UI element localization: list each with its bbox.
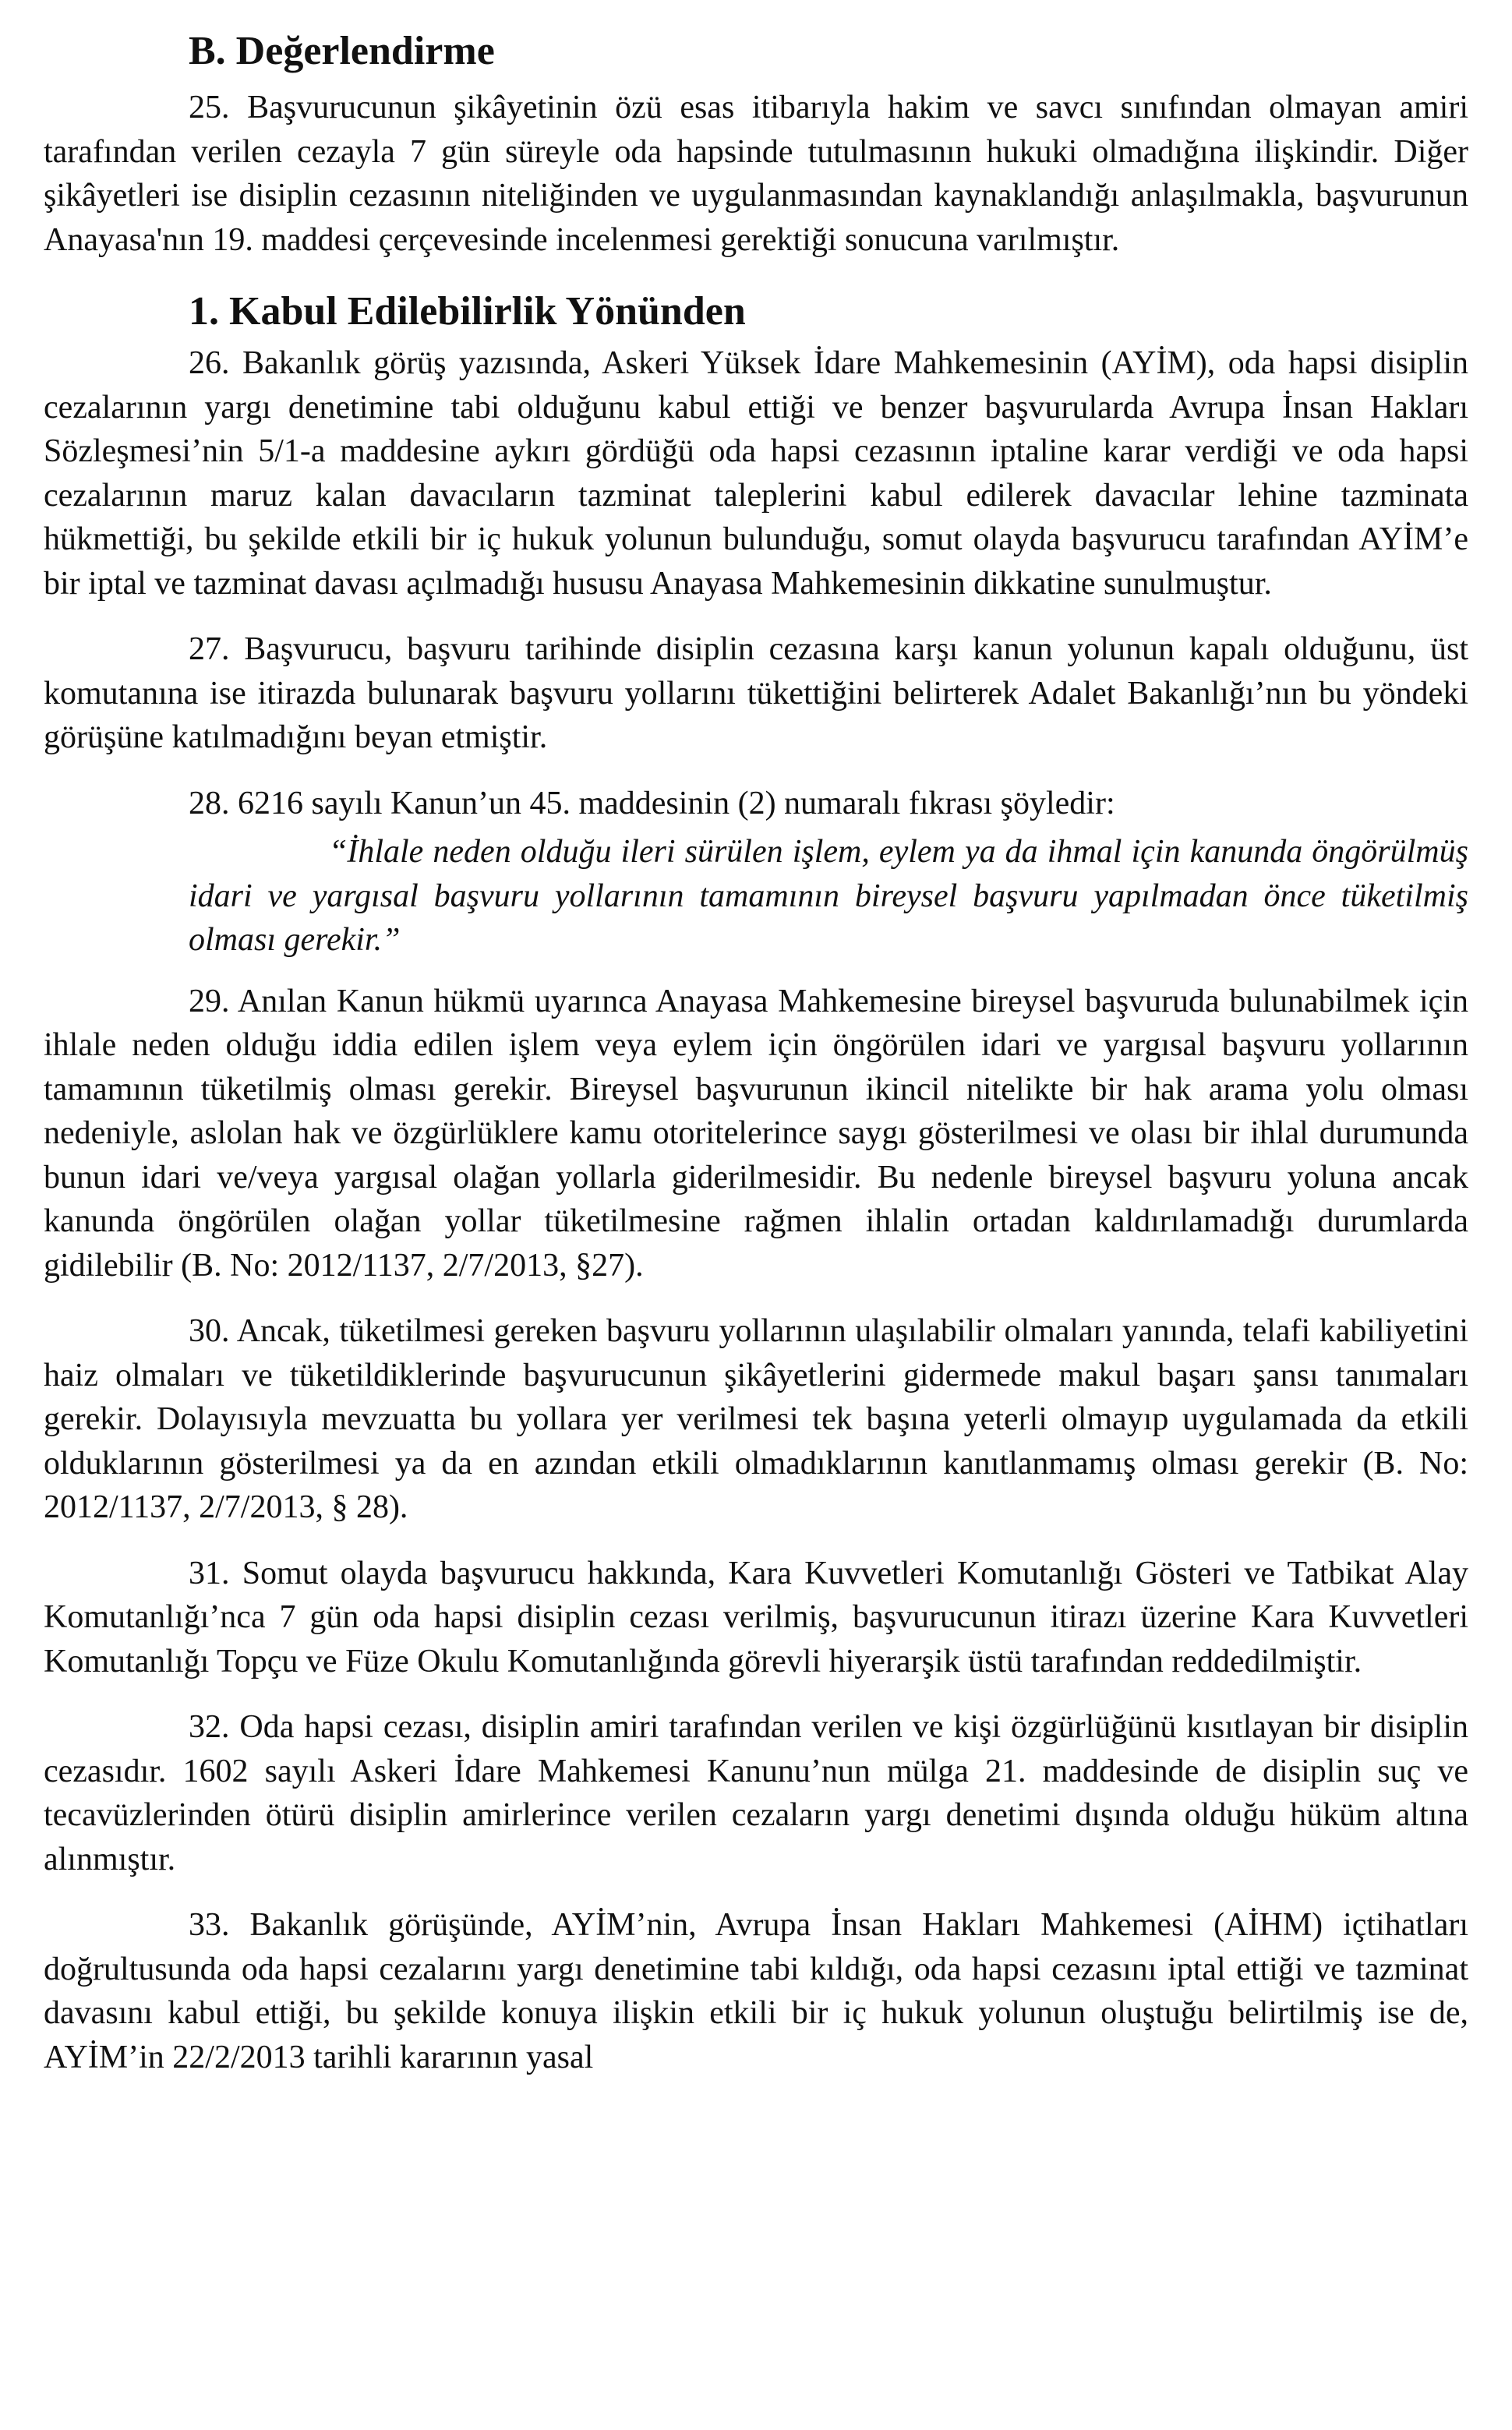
paragraph-30 — [44, 1309, 1468, 1530]
document-page — [44, 23, 1468, 2101]
paragraph-text: Anılan Kanun hükmü uyarınca Anayasa Mahkemesine bireysel başvuruda bulunabilmek için ihlale neden olduğu iddia edilen işlem veya eylem için öngörülen idari ve yargısal başvuru yollarının tamamının tüketilmiş olması gerekir. Bireysel başvurunun ikincil nitelikte bir hak arama yolu olması nedeniyle, aslolan hak ve özgürlüklere kamu otoritelerince saygı gösterilmesi ve olası bir ihlal durumunda bunun idari ve/veya yargısal olağan yollarla giderilmesidir. Bu nedenle bireysel başvuru yoluna ancak kanunda öngörülen olağan yollar tüketilmesine rağmen ihlalin ortadan kaldırılamadığı durumlarda gidilebilir (B. No: 2012/1137, 2/7/2013, §27). — [44, 983, 1468, 1284]
law-quote: “İhlale neden olduğu ileri sürülen işlem, eylem ya da ihmal için kanunda öngörülmüş idari ve yargısal başvuru yollarının tamamının bireysel başvuru yapılmadan önce tüketilmiş olması gerekir.” — [189, 834, 1468, 958]
paragraph-number: 31. — [189, 1555, 230, 1591]
paragraph-number: 33. — [189, 1907, 230, 1943]
paragraph-number: 32. — [189, 1709, 230, 1745]
paragraph-text: Başvurucu, başvuru tarihinde disiplin cezasına karşı kanun yolunun kapalı olduğunu, üst komutanına ise itirazda bulunarak başvuru yollarını tükettiğini belirterek Adalet Bakanlığı’nın bu yöndeki görüşüne katılmadığını beyan etmiştir. — [44, 631, 1469, 755]
paragraph-33 — [44, 1903, 1468, 2079]
paragraph-26 — [44, 341, 1468, 606]
paragraph-text: Başvurucunun şikâyetinin özü esas itibarıyla hakim ve savcı sınıfından olmayan amiri tarafından verilen cezayla 7 gün süreyle oda hapsinde tutulmasının hukuki olmadığına ilişkindir. Diğer şikâyetleri ise disiplin cezasının niteliğinden ve uygulanmasından kaynaklandığı anlaşılmakla, başvurunun Anayasa'nın 19. maddesi çerçevesinde incelenmesi gerektiği sonucuna varılmıştır. — [44, 90, 1468, 258]
paragraph-text: Bakanlık görüş yazısında, Askeri Yüksek İdare Mahkemesinin (AYİM), oda hapsi disiplin cezalarının yargı denetimine tabi olduğunu kabul ettiği ve benzer başvurularda Avrupa İnsan Hakları Sözleşmesi’nin 5/1-a maddesine aykırı gördüğü oda hapsi cezasının iptaline karar verdiği ve oda hapsi cezalarının maruz kalan davacıların tazminat taleplerini kabul edilerek davacılar lehine tazminata hükmettiği, bu şekilde etkili bir iç hukuk yolunun bulunduğu, somut olayda başvurucu tarafından AYİM’e bir iptal ve tazminat davası açılmadığı hususu Anayasa Mahkemesinin dikkatine sunulmuştur. — [44, 345, 1469, 602]
paragraph-number: 28. — [189, 785, 230, 821]
paragraph-text: Bakanlık görüşünde, AYİM’nin, Avrupa İnsan Hakları Mahkemesi (AİHM) içtihatları doğrultusunda oda hapsi cezalarını yargı denetimine tabi kıldığı, oda hapsi cezasını iptal ettiği ve tazminat davasını kabul ettiği, bu şekilde konuya ilişkin etkili bir iç hukuk yolunun oluştuğu belirtilmiş ise de, AYİM’in 22/2/2013 tarihli kararının yasal — [44, 1907, 1468, 2075]
paragraph-text: 6216 sayılı Kanun’un 45. maddesinin (2) numaralı fıkrası şöyledir: — [238, 785, 1115, 821]
paragraph-text: Oda hapsi cezası, disiplin amiri tarafından verilen ve kişi özgürlüğünü kısıtlayan bir disiplin cezasıdır. 1602 sayılı Askeri İdare Mahkemesi Kanunu’nun mülga 21. maddesinde de disiplin suç ve tecavüzlerinden ötürü disiplin amirlerince verilen cezaların yargı denetimi dışında olduğu hüküm altına alınmıştır. — [44, 1709, 1469, 1877]
paragraph-number: 27. — [189, 631, 230, 667]
paragraph-number: 26. — [189, 345, 230, 381]
paragraph-text: Ancak, tüketilmesi gereken başvuru yollarının ulaşılabilir olmaları yanında, telafi kabiliyetini haiz olmaları ve tüketildiklerinde başvurucunun şikâyetlerini gidermede makul başarı şansı tanımaları gerekir. Dolayısıyla mevzuatta bu yollara yer verilmesi tek başına yeterli olmayıp uygulamada da etkili olduklarının gösterilmesi ya da en azından etkili olmadıklarının kanıtlanmamış olması gerekir (B. No: 2012/1137, 2/7/2013, § 28). — [44, 1313, 1468, 1525]
paragraph-25 — [44, 86, 1468, 262]
paragraph-number: 29. — [189, 983, 230, 1019]
paragraph-31 — [44, 1552, 1468, 1684]
paragraph-number: 30. — [189, 1313, 230, 1349]
paragraph-29 — [44, 980, 1468, 1288]
subsection-heading: 1. Kabul Edilebilirlik Yönünden — [189, 289, 746, 334]
paragraph-32 — [44, 1705, 1468, 1881]
paragraph-number: 25. — [189, 90, 230, 125]
paragraph-28 — [44, 782, 1468, 826]
paragraph-27 — [44, 627, 1468, 760]
paragraph-text: Somut olayda başvurucu hakkında, Kara Kuvvetleri Komutanlığı Gösteri ve Tatbikat Alay Komutanlığı’nca 7 gün oda hapsi disiplin cezası verilmiş, başvurucunun itirazı üzerine Kara Kuvvetleri Komutanlığı Topçu ve Füze Okulu Komutanlığında görevli hiyerarşik üstü tarafından reddedilmiştir. — [44, 1555, 1468, 1679]
section-heading: B. Değerlendirme — [189, 29, 495, 73]
